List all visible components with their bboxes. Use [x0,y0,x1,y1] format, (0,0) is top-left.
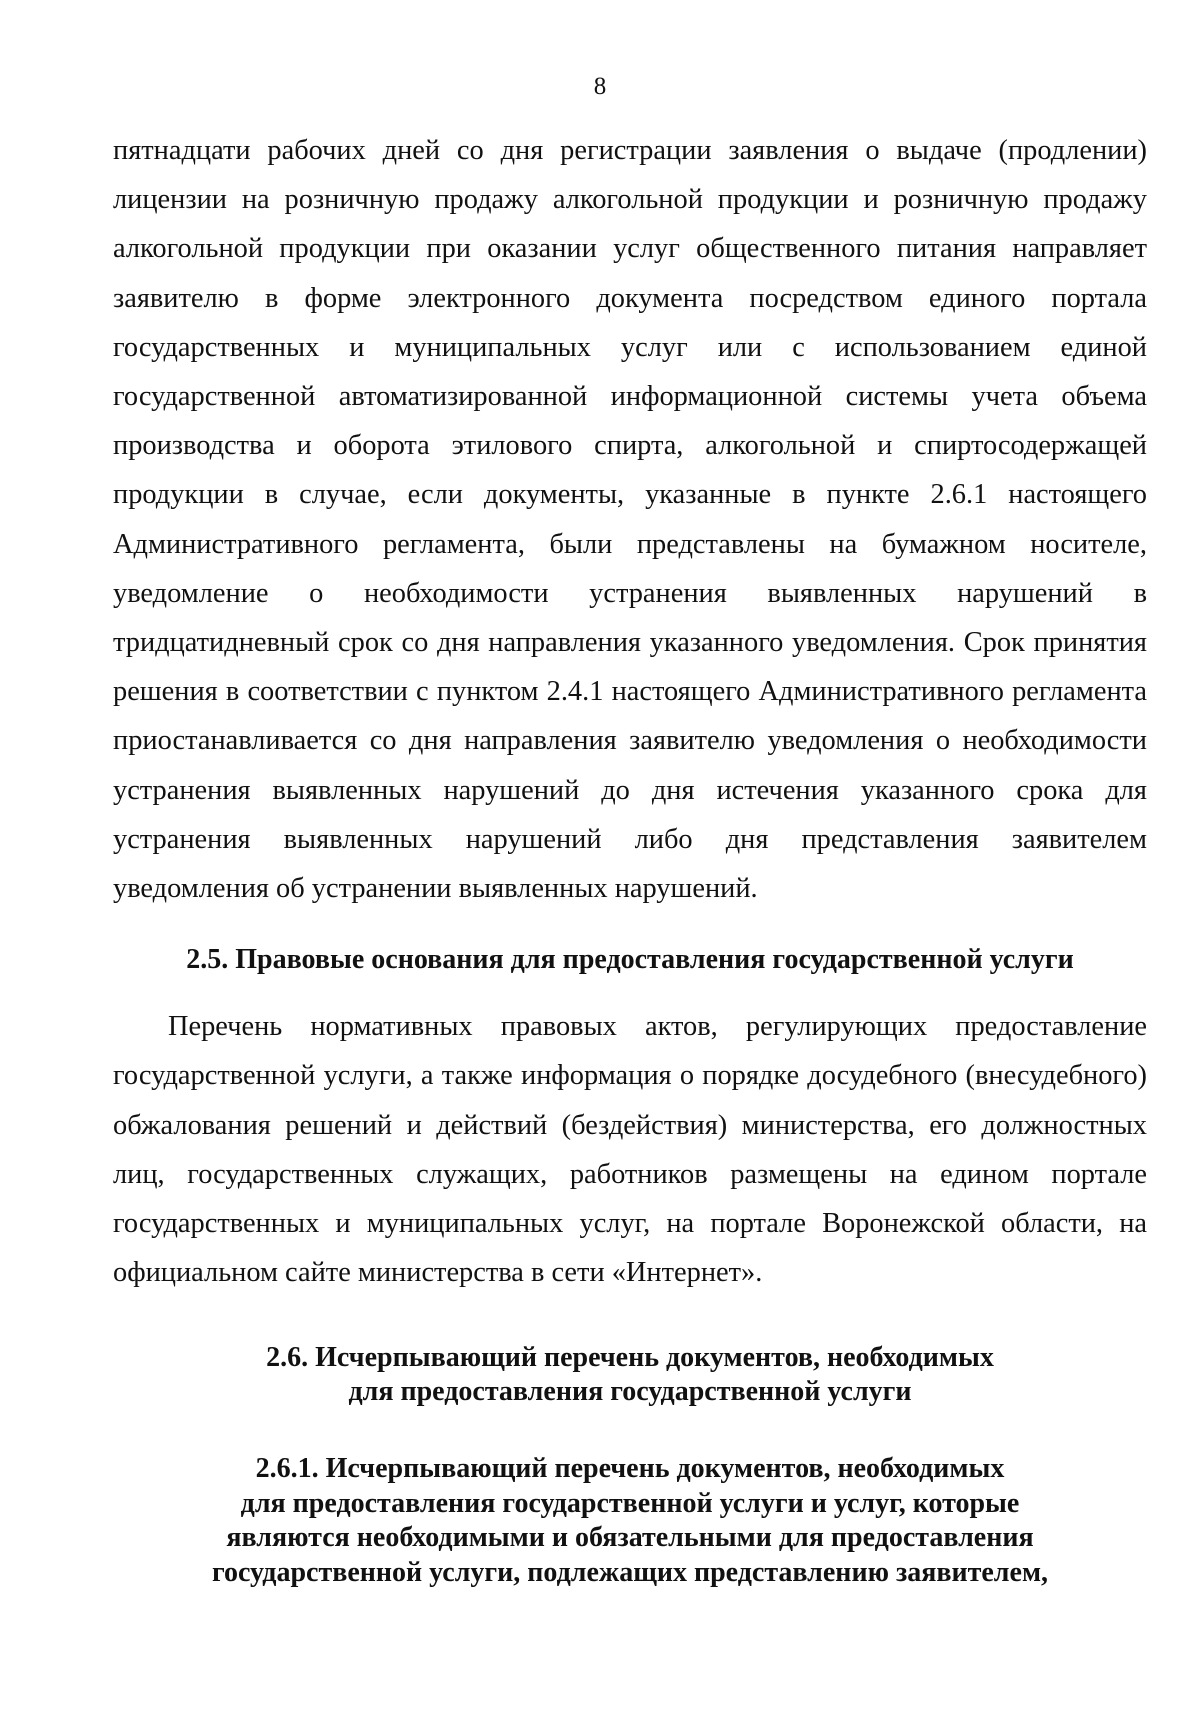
paragraph-continued: пятнадцати рабочих дней со дня регистрации заявления о выдаче (продлении) лицензии на розничную продажу алкогольной продукции и розничную продажу алкогольной продукции при оказании услуг общественного питания направляет заявителю в форме электронного документа посредством единого портала государственных и муниципальных услуг или с использованием единой государственной автоматизированной информационной системы учета объема производства и оборота этилового спирта, алкогольной и спиртосодержащей продукции в случае, если документы, указанные в пункте 2.6.1 настоящего Административного регламента, были представлены на бумажном носителе, уведомление о необходимости устранения выявленных нарушений в тридцатидневный срок со дня направления указанного уведомления. Срок принятия решения в соответствии с пунктом 2.4.1 настоящего Административного регламента приостанавливается со дня направления заявителю уведомления о необходимости устранения выявленных нарушений до дня истечения указанного срока для устранения выявленных нарушений либо дня представления заявителем уведомления об устранении выявленных нарушений. [113,135,1147,905]
section-heading-2-6-1-line: для предоставления государственной услуги и услуг, которые [240,1487,1020,1519]
section-heading-2-6-1-line: 2.6.1. Исчерпывающий перечень документов, необходимых [255,1453,1005,1485]
page-number: 8 [593,73,607,100]
section-heading-2-6-1 [113,1452,1147,1590]
paragraph-legal-basis: Перечень нормативных правовых актов, регулирующих предоставление государственной услуги, а также информация о порядке досудебного (внесудебного) обжалования решений и действий (бездействия) министерства, его должностных лиц, государственных служащих, работников размещены на едином портале государственных и муниципальных услуг, на портале Воронежской области, на официальном сайте министерства в сети «Интернет». [113,1011,1147,1289]
section-heading-2-6 [113,1341,1147,1409]
section-heading-2-6-1-line: государственной услуги, подлежащих представлению заявителем, [211,1556,1049,1588]
section-heading-2-6-line: для предоставления государственной услуги [348,1376,912,1408]
section-heading-2-6-1-line: являются необходимыми и обязательными для предоставления [226,1522,1034,1554]
page-content [113,126,1147,1590]
section-heading-2-6-line: 2.6. Исчерпывающий перечень документов, необходимых [266,1342,994,1374]
section-heading-2-5: 2.5. Правовые основания для предоставления государственной услуги [186,944,1074,976]
